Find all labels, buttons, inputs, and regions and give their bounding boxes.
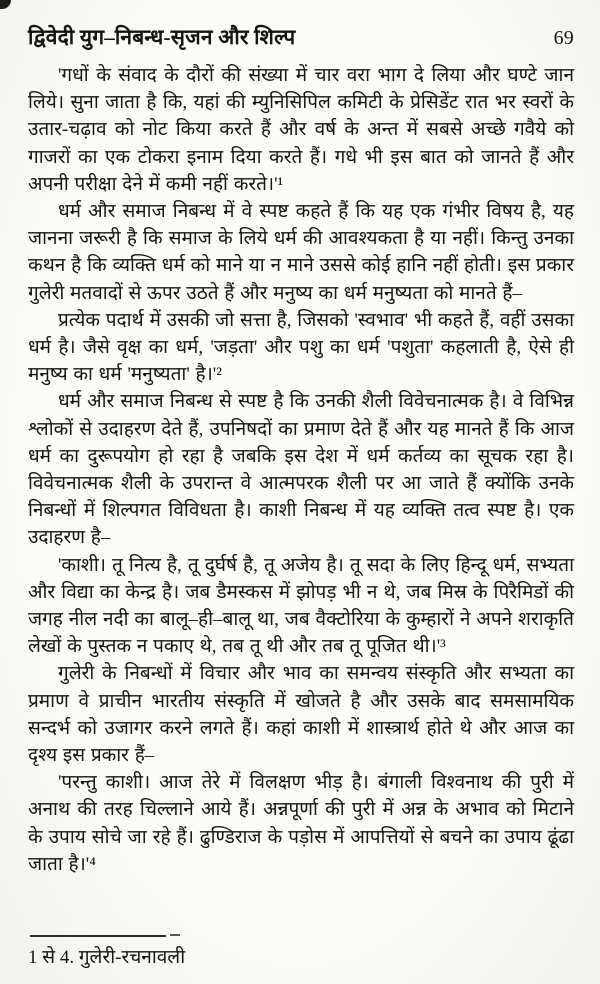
- page-number: 69: [553, 27, 574, 49]
- scan-corner-artifact: [0, 0, 11, 9]
- paragraph-dharma-samaj-intro: धर्म और समाज निबन्ध में वे स्पष्ट कहते हैं कि यह एक गंभीर विषय है, यह जानना जरूरी है कि समाज के लिये धर्म की आवश्यकता है या नहीं। किन्तु उनका कथन है कि व्यक्ति धर्म को माने या न माने उससे कोई हानि नहीं होती। इस प्रकार गुलेरी मतवादों से ऊपर उठते हैं और मनुष्य का धर्म मनुष्यता को मानते हैं–: [28, 201, 574, 304]
- page-body: [28, 62, 574, 878]
- paragraph-quote-donkeys: 'गधों के संवाद के दौरों की संख्या में चार वरा भाग दे लिया और घण्टे जान लिये। सुना जाता है कि, यहां की म्युनिसिपिल कमिटी के प्रेसिडेंट रात भर स्वरों के उतार-चढ़ाव को नोट किया करते हैं और वर्ष के अन्त में सबसे अच्छे गवैये को गाजरों का एक टोकरा इनाम दिया करते हैं। गधे भी इस बात को जानते हैं और अपनी परीक्षा देने में कमी नहीं करते।'¹: [28, 65, 574, 195]
- paragraph-guleri-essays: गुलेरी के निबन्धों में विचार और भाव का समन्वय संस्कृति और सभ्यता का प्रमाण वे प्राचीन भारतीय संस्कृति में खोजते है और उसके बाद समसामयिक सन्दर्भ को उजागर करने लगते हैं। कहां काशी में शास्त्रार्थ होते थे और आज का दृश्य इस प्रकार हैं–: [28, 663, 574, 767]
- footnote-text: 1 से 4. गुलेरी-रचनावली: [28, 947, 186, 968]
- paragraph-quote-svabhava: प्रत्येक पदार्थ में उसकी जो सत्ता है, जिसको 'स्वभाव' भी कहते हैं, वहीं उसका धर्म है। जैसे वृक्ष का धर्म, 'जड़ता' और पशु का धर्म 'पशुता' कहलाती है, ऐसे ही मनुष्य का धर्म 'मनुष्यता' है।'²: [28, 309, 574, 386]
- footnote-separator-dash: [170, 934, 180, 936]
- footnote-separator-line: [30, 935, 166, 937]
- footnote-block: [28, 935, 574, 970]
- chapter-title: द्विवेदी युग–निबन्ध-सृजन और शिल्प: [28, 25, 296, 49]
- paragraph-quote-kashi: 'काशी। तू नित्य है, तू दुर्घर्ष है, तू अजेय है। तू सदा के लिए हिन्दू धर्म, सभ्यता और विद्या का केन्द्र है। जब डैमस्कस में झोपड़ भी न थे, जब मिस्र के पिरैमिडों की जगह नील नदी का बालू–ही–बालू था, जब वैक्टोरिया के कुम्हारों ने अपने शराकृति लेखों के पुस्तक न पकाए थे, तब तू थी और तब तू पूजित थी।'³: [28, 554, 574, 658]
- running-header: [28, 24, 574, 51]
- paragraph-style-analysis: धर्म और समाज निबन्ध से स्पष्ट है कि उनकी शैली विवेचनात्मक है। वे विभिन्न श्लोकों से उदाहरण देते हैं, उपनिषदों का प्रमाण देते हैं और यह मानते हैं कि आज धर्म का दुरूपयोग हो रहा है जबकि इस देश में धर्म कर्तव्य का सूचक रहा है। विवेचनात्मक शैली के उपरान्त वे आत्मपरक शैली पर आ जाते हैं क्योंकि उनके निबन्धों में शिल्पगत विविधता है। काशी निबन्ध में यह व्यक्ति तत्व स्पष्ट है। एक उदाहरण है–: [28, 391, 574, 549]
- paragraph-quote-parantu-kashi: 'परन्तु काशी। आज तेरे में विलक्षण भीड़ है। बंगाली विश्वनाथ की पुरी में अनाथ की तरह चिल्लाने आये हैं। अन्नपूर्णा की पुरी में अन्न के अभाव को मिटाने के उपाय सोचे जा रहे हैं। ढुण्डिराज के पड़ोस में आपत्तियों से बचने का उपाय ढूंढा जाता है।'⁴: [28, 772, 574, 875]
